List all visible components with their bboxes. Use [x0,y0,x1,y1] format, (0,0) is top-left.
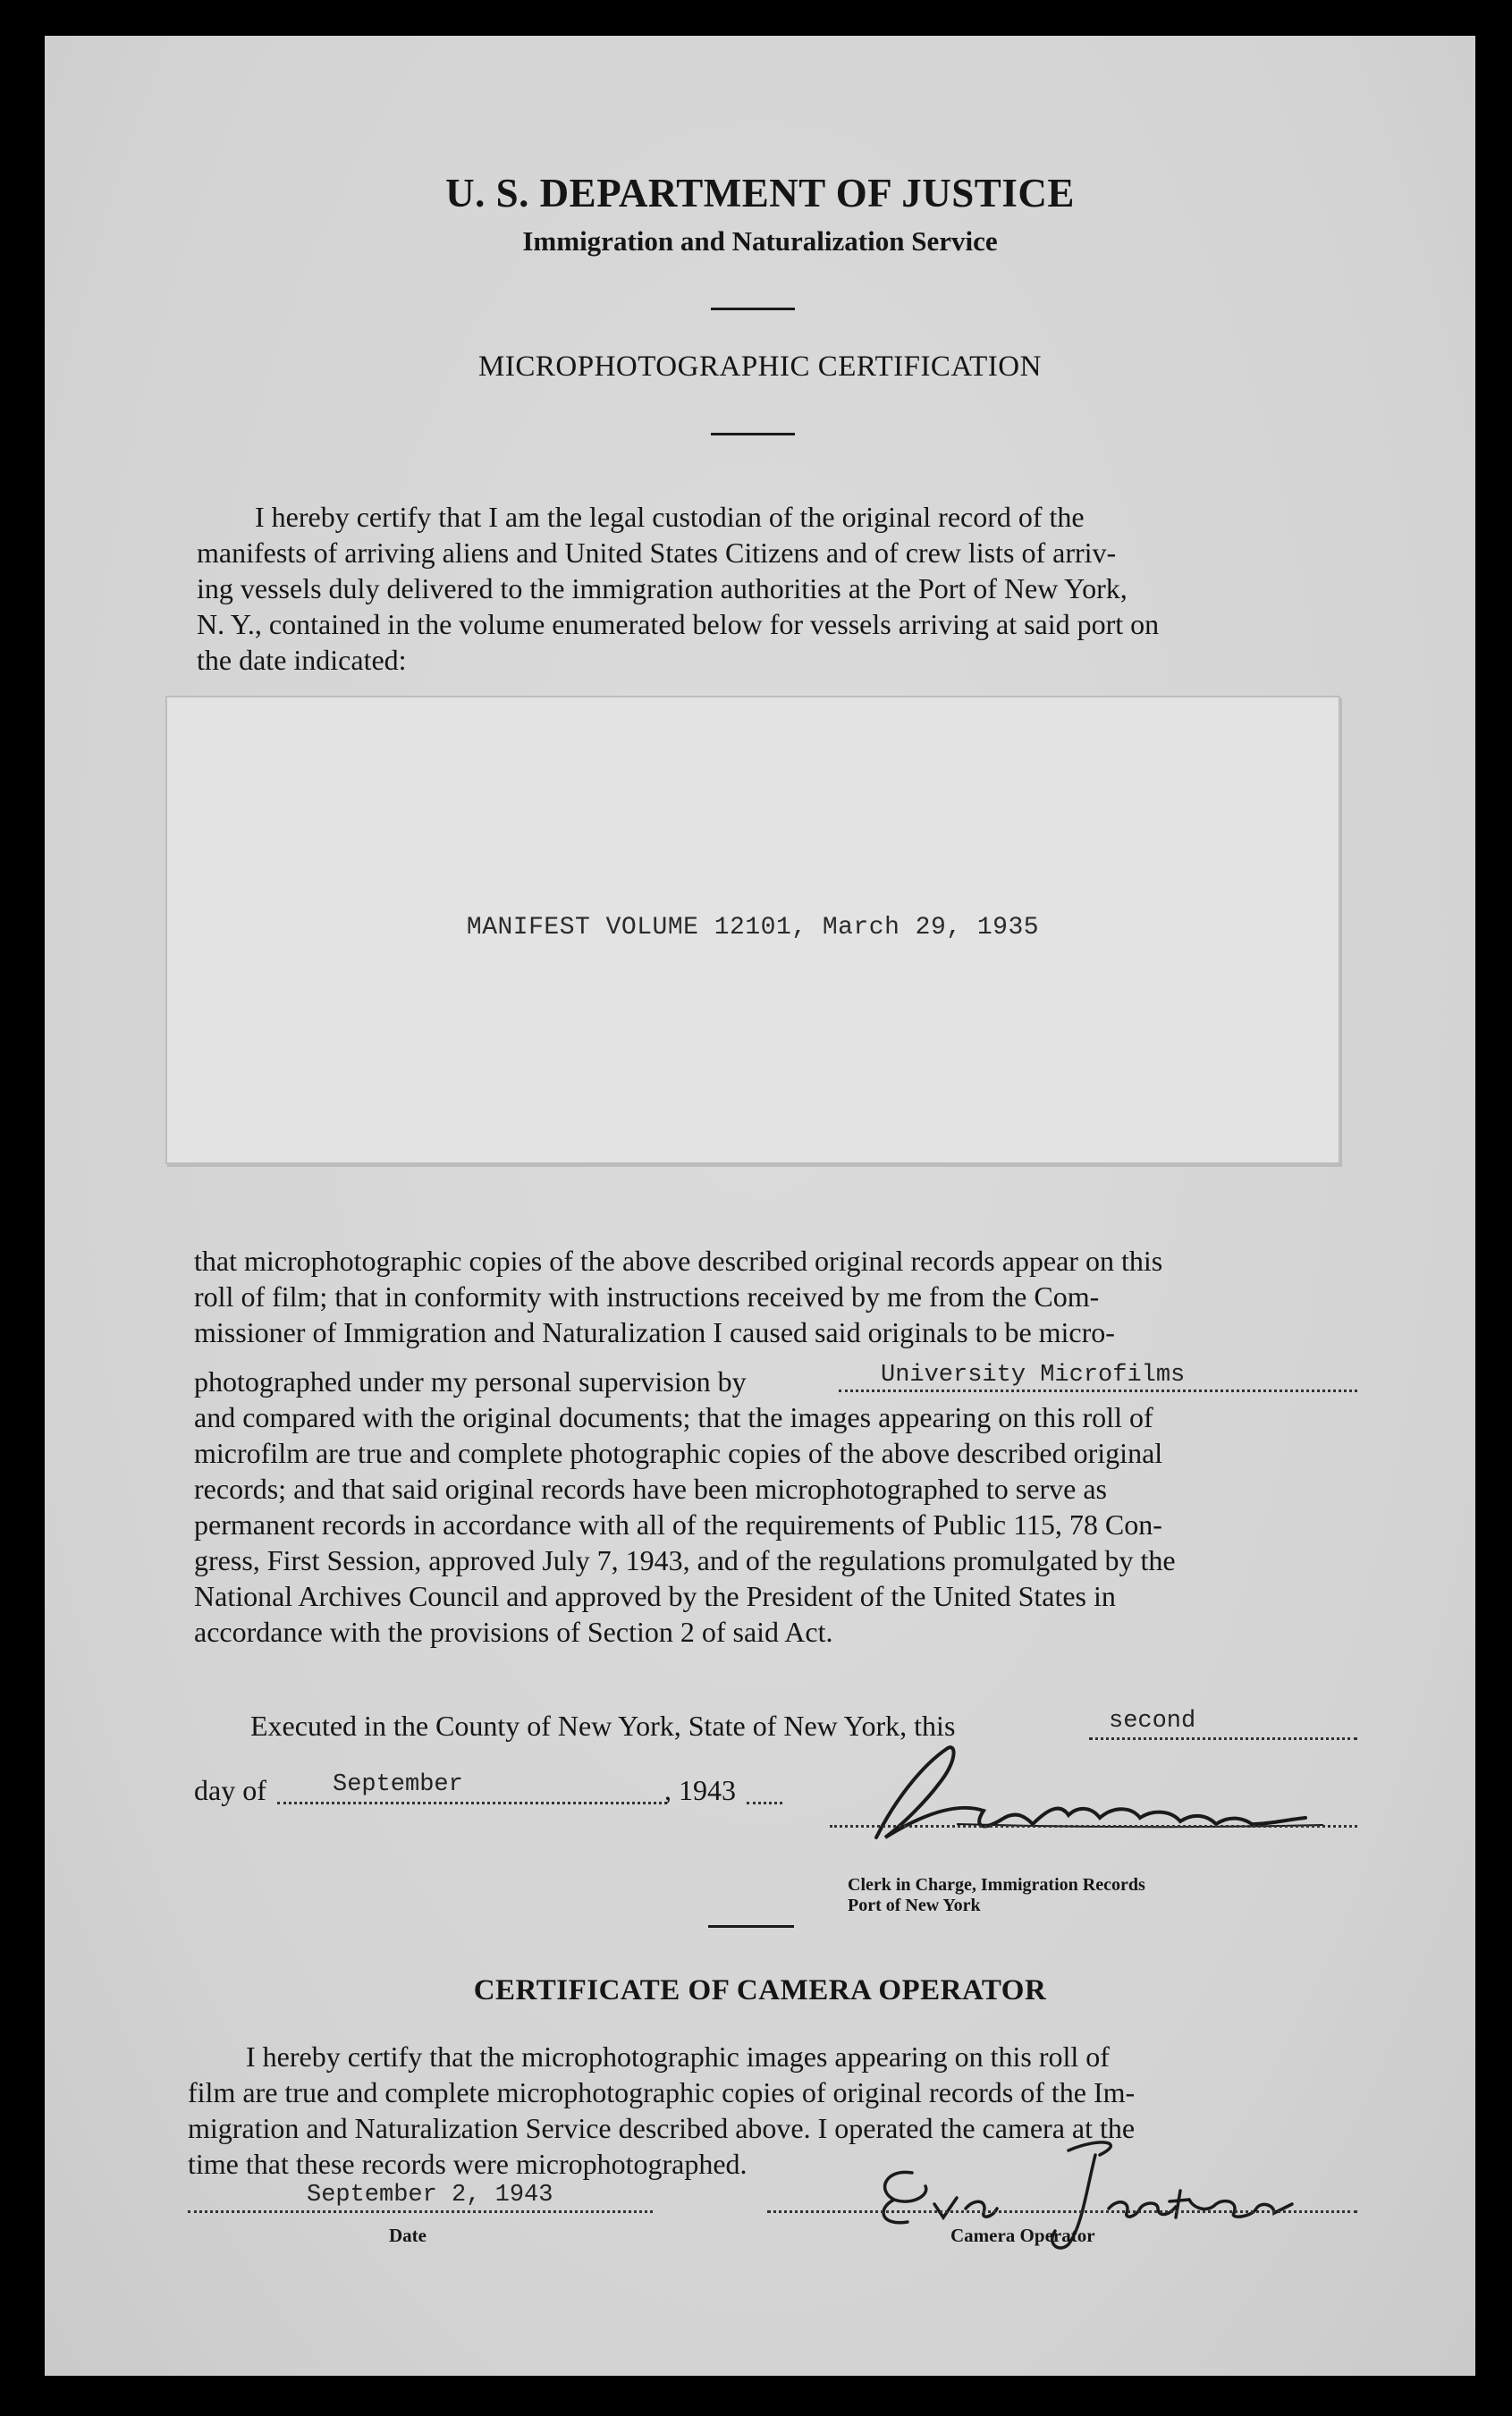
certification-title: MICROPHOTOGRAPHIC CERTIFICATION [478,351,1042,383]
day-of-label: day of [194,1774,266,1806]
divider [708,1925,794,1928]
body-line: missioner of Immigration and Naturalization I caused said originals to be micro- [194,1316,1115,1348]
month-fill: September [333,1771,463,1798]
clerk-title-line2: Port of New York [848,1896,981,1915]
signature-line [830,1825,1357,1828]
executed-text: Executed in the County of New York, State of New York, this [250,1710,956,1742]
intro-line: the date indicated: [197,644,407,676]
camera-line: I hereby certify that the microphotographic images appearing on this roll of [246,2040,1110,2073]
dotted-fill-line [277,1802,667,1804]
dotted-fill-line [839,1390,1357,1392]
dotted-fill-line [188,2210,653,2213]
body-line: roll of film; that in conformity with instructions received by me from the Com- [194,1280,1100,1313]
manifest-volume-card [165,696,1340,1164]
intro-line: ing vessels duly delivered to the immigration authorities at the Port of New York, [197,572,1128,604]
camera-line: migration and Naturalization Service described above. I operated the camera at the [188,2112,1136,2144]
intro-line: N. Y., contained in the volume enumerated below for vessels arriving at said port on [197,608,1160,640]
service-subtitle: Immigration and Naturalization Service [522,225,998,257]
certificate-page [45,36,1475,2376]
body-line: microfilm are true and complete photographic copies of the above described original [194,1437,1163,1469]
body-line: photographed under my personal supervision by [194,1365,747,1398]
intro-line: I hereby certify that I am the legal custodian of the original record of the [255,501,1085,533]
operator-signature [832,2119,1359,2253]
body-line: National Archives Council and approved by the President of the United States in [194,1580,1116,1612]
manifest-volume-text: MANIFEST VOLUME 12101, March 29, 1935 [466,914,1040,942]
department-title: U. S. DEPARTMENT OF JUSTICE [445,171,1075,215]
camera-operator-label: Camera Operator [950,2225,1095,2246]
year-text: , 1943 [664,1774,736,1806]
clerk-signature [823,1739,1359,1855]
body-line: records; and that said original records have been microphotographed to serve as [194,1473,1107,1505]
camera-line: time that these records were microphotographed. [188,2148,748,2180]
camera-certificate-heading: CERTIFICATE OF CAMERA OPERATOR [473,1974,1047,2006]
supervisor-fill: University Microfilms [881,1362,1186,1389]
intro-line: manifests of arriving aliens and United States Citizens and of crew lists of arriv- [197,536,1117,569]
date-label: Date [389,2225,427,2246]
day-fill: second [1109,1708,1196,1735]
body-line: that microphotographic copies of the above described original records appear on this [194,1245,1163,1277]
dotted-fill-line [747,1802,782,1804]
date-fill: September 2, 1943 [307,2182,553,2209]
body-line: permanent records in accordance with all of the requirements of Public 115, 78 Con- [194,1508,1162,1541]
body-line: gress, First Session, approved July 7, 1943, and of the regulations promulgated by the [194,1544,1176,1576]
signature-line [767,2210,1357,2213]
clerk-title-line1: Clerk in Charge, Immigration Records [848,1875,1145,1895]
divider [711,308,795,310]
body-line: accordance with the provisions of Section 2 of said Act. [194,1616,833,1648]
body-line: and compared with the original documents; that the images appearing on this roll of [194,1401,1153,1433]
camera-line: film are true and complete microphotographic copies of original records of the Im- [188,2076,1136,2108]
divider [711,433,795,435]
